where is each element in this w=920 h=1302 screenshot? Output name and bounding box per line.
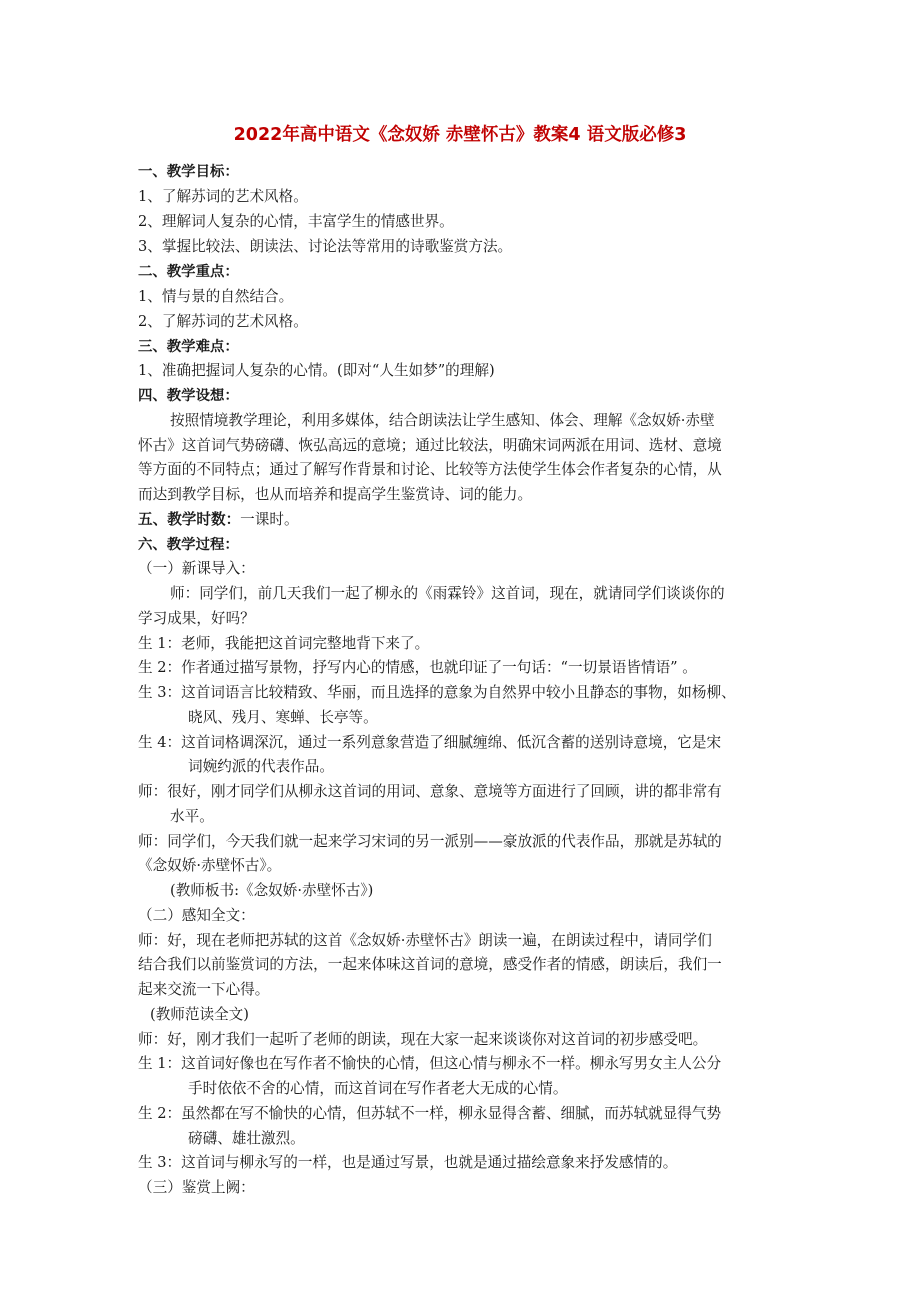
student-line: 晓风、残月、寒蝉、长亭等。 bbox=[188, 709, 378, 726]
teacher-line: 水平。 bbox=[170, 808, 214, 825]
heading-design: 四、教学设想： bbox=[138, 388, 239, 404]
design-paragraph-line: 而达到教学目标，也从而培养和提高学生鉴赏诗、词的能力。 bbox=[138, 486, 533, 503]
objective-item: 2、理解词人复杂的心情，丰富学生的情感世界。 bbox=[138, 213, 454, 230]
reading-note: (教师范读全文) bbox=[150, 1006, 249, 1023]
section-appreciate-heading: （三）鉴赏上阙： bbox=[138, 1179, 255, 1196]
teacher-line: 师：好，刚才我们一起听了老师的朗读，现在大家一起来谈谈你对这首词的初步感受吧。 bbox=[138, 1031, 708, 1048]
design-paragraph-line: 等方面的不同特点；通过了解写作背景和讨论、比较等方法使学生体会作者复杂的心情，从 bbox=[138, 461, 722, 478]
time-value: 一课时。 bbox=[240, 511, 299, 528]
design-paragraph-line: 怀古》这首词气势磅礴、恢弘高远的意境；通过比较法，明确宋词两派在用词、选材、意境 bbox=[138, 437, 722, 454]
heading-time: 五、教学时数： bbox=[138, 511, 241, 528]
teacher-line: 师：同学们，前几天我们一起了柳永的《雨霖铃》这首词，现在，就请同学们谈谈你的 bbox=[170, 585, 725, 602]
heading-process: 六、教学过程： bbox=[138, 537, 239, 553]
objective-item: 1、了解苏词的艺术风格。 bbox=[138, 188, 308, 205]
teacher-line: 起来交流一下心得。 bbox=[138, 981, 270, 998]
teacher-line: 结合我们以前鉴赏词的方法，一起来体味这首词的意境，感受作者的情感，朗读后，我们一 bbox=[138, 956, 722, 973]
section-perceive-heading: （二）感知全文： bbox=[138, 907, 255, 924]
time-line bbox=[138, 510, 299, 530]
difficulty-item: 1、准确把握词人复杂的心情。(即对“人生如梦”的理解) bbox=[138, 362, 495, 379]
board-note: (教师板书:《念奴娇·赤壁怀古》) bbox=[170, 882, 374, 899]
teacher-line: 师：好，现在老师把苏轼的这首《念奴娇·赤壁怀古》朗读一遍，在朗读过程中，请同学们 bbox=[138, 932, 712, 949]
document-title: 2022年高中语文《念奴娇 赤壁怀古》教案4 语文版必修3 bbox=[233, 125, 687, 145]
teacher-line: 《念奴娇·赤壁怀古》。 bbox=[138, 857, 282, 874]
teacher-line: 学习成果，好吗？ bbox=[138, 610, 255, 627]
student-line: 生 3：这首词与柳永写的一样，也是通过写景，也就是通过描绘意象来抒发感情的。 bbox=[138, 1154, 678, 1171]
student-line: 磅礴、雄壮激烈。 bbox=[188, 1130, 305, 1147]
teacher-line: 师：同学们，今天我们就一起来学习宋词的另一派别——豪放派的代表作品，那就是苏轼的 bbox=[138, 833, 722, 850]
section-intro-heading: （一）新课导入： bbox=[138, 560, 255, 577]
student-line: 生 2：作者通过描写景物，抒写内心的情感，也就印证了一句话：“一切景语皆情语” 。 bbox=[138, 659, 697, 676]
design-paragraph-line: 按照情境教学理论，利用多媒体，结合朗读法让学生感知、体会、理解《念奴娇·赤壁 bbox=[170, 412, 715, 429]
student-line: 生 2：虽然都在写不愉快的心情，但苏轼不一样，柳永显得含蓄、细腻，而苏轼就显得气势 bbox=[138, 1105, 722, 1122]
key-point-item: 2、了解苏词的艺术风格。 bbox=[138, 313, 308, 330]
teacher-line: 师：很好，刚才同学们从柳永这首词的用词、意象、意境等方面进行了回顾，讲的都非常有 bbox=[138, 783, 722, 800]
key-point-item: 1、情与景的自然结合。 bbox=[138, 288, 294, 305]
student-line: 词婉约派的代表作品。 bbox=[188, 758, 334, 775]
objective-item: 3、掌握比较法、朗读法、讨论法等常用的诗歌鉴赏方法。 bbox=[138, 238, 513, 255]
heading-objectives: 一、教学目标： bbox=[138, 164, 239, 180]
student-line: 生 1：这首词好像也在写作者不愉快的心情，但这心情与柳永不一样。柳永写男女主人公分 bbox=[138, 1055, 722, 1072]
student-line: 生 4：这首词格调深沉，通过一系列意象营造了细腻缠绵、低沉含蓄的送别诗意境，它是宋 bbox=[138, 734, 722, 751]
student-line: 生 3：这首词语言比较精致、华丽，而且选择的意象为自然界中较小且静态的事物，如杨柳、 bbox=[138, 684, 736, 701]
heading-difficulties: 三、教学难点： bbox=[138, 339, 239, 355]
heading-key-points: 二、教学重点： bbox=[138, 264, 239, 280]
student-line: 手时依依不舍的心情，而这首词在写作者老大无成的心情。 bbox=[188, 1080, 568, 1097]
student-line: 生 1：老师，我能把这首词完整地背下来了。 bbox=[138, 635, 430, 652]
